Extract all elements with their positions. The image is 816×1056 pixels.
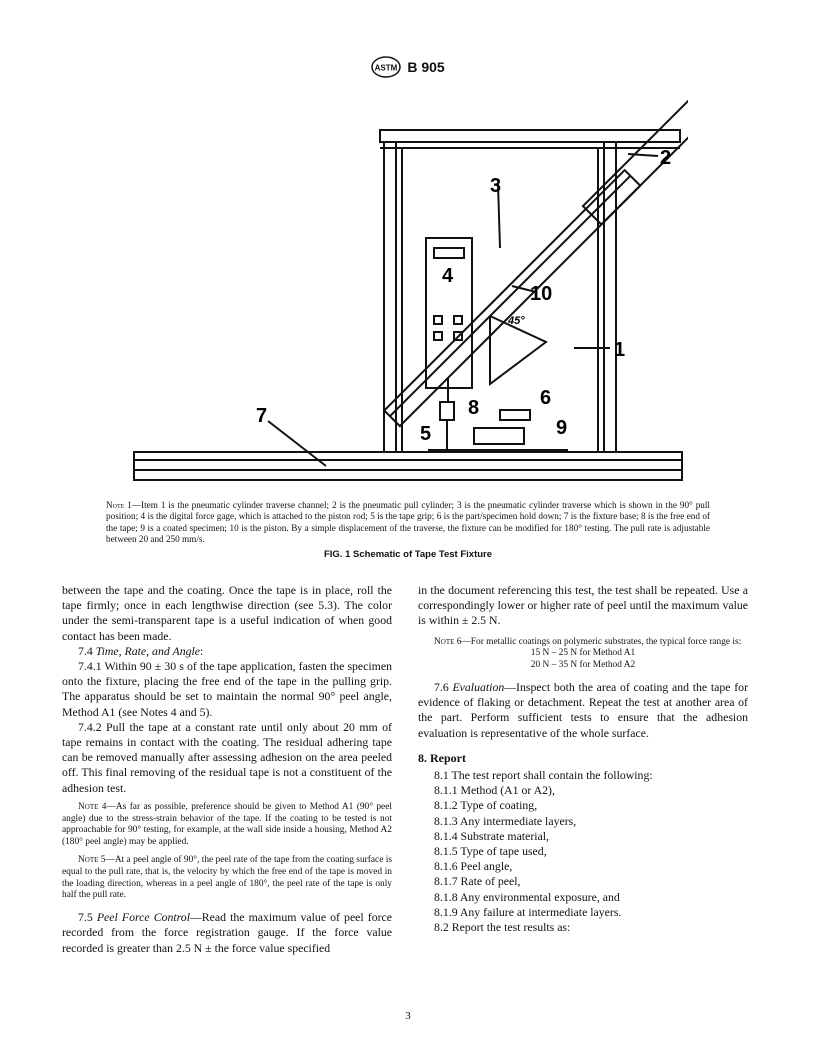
range-method-a2: 20 N – 35 N for Method A2 bbox=[530, 660, 636, 671]
svg-text:ASTM: ASTM bbox=[374, 63, 398, 73]
figure-note bbox=[106, 500, 710, 546]
list-item: 8.1.8 Any environmental exposure, and bbox=[434, 889, 620, 904]
tape-test-fixture-figure bbox=[128, 88, 688, 493]
figure-label-3: 3 bbox=[490, 175, 502, 197]
list-item: 8.1.6 Peel angle, bbox=[434, 859, 513, 874]
fixture-schematic bbox=[128, 88, 688, 493]
figure-note-text: —Item 1 is the pneumatic cylinder traverse channel; 2 is the pneumatic pull cylinder; 3 is the pneumatic cylinder traverse which is shown in the 90° pull position; 4 is the digital force gage, which is attached to the piston rod; 5 is the tape grip; 6 is the part/specimen hold down; 7 is the fixture base; 8 is the free end of the tape; 9 is a coated specimen; 10 is the piston. By a simple displacement of the traverse, the fixture can be modified for 180° testing. The pull rate is adjustable between 20 and 250 mm/s. bbox=[106, 500, 710, 545]
paragraph-continued-right: in the document referencing this test, the test shall be repeated. Use a correspondingly lower or higher rate of peel until the maximum value is within ± 2.5 N. bbox=[418, 583, 748, 628]
figure-caption: FIG. 1 Schematic of Tape Test Fixture bbox=[323, 549, 493, 560]
paragraph-continued: between the tape and the coating. Once the tape is in place, roll the tape firmly; once in each lengthwise direction (see 5.3). The color under the semi-transparent tape is a useful indication of when good contact has been made. bbox=[62, 583, 392, 643]
list-item: 8.1.1 Method (A1 or A2), bbox=[434, 783, 555, 798]
left-column bbox=[62, 583, 392, 956]
figure-label-6: 6 bbox=[540, 387, 552, 409]
figure-label-2: 2 bbox=[660, 147, 672, 169]
section-8-1: 8.1 The test report shall contain the following: bbox=[434, 768, 653, 783]
list-item: 8.1.7 Rate of peel, bbox=[434, 874, 521, 889]
list-item: 8.1.2 Type of coating, bbox=[434, 798, 538, 813]
standard-number: B 905 bbox=[407, 59, 445, 75]
note-5: Note 5—At a peel angle of 90°, the peel rate of the tape from the coating surface is equal to the pull rate, that is, the velocity by which the free end of the tape is moved in the loading direction, whereas in a peel angle of 180°, the peel rate of the tape is only half the pull rate. bbox=[62, 855, 392, 901]
section-7-4: 7.4 Time, Rate, and Angle: bbox=[78, 643, 204, 658]
list-item: 8.1.5 Type of tape used, bbox=[434, 844, 547, 859]
section-8-title: 8. Report bbox=[418, 750, 466, 765]
range-method-a1: 15 N – 25 N for Method A1 bbox=[530, 648, 636, 659]
section-7-4-1: 7.4.1 Within 90 ± 30 s of the tape application, fasten the specimen onto the fixture, placing the free end of the tape in the pulling grip. The apparatus should be set to maintain the normal 90° peel angle, Method A1 (see Notes 4 and 5). bbox=[62, 659, 392, 719]
figure-label-8: 8 bbox=[468, 397, 480, 419]
list-item: 8.1.4 Substrate material, bbox=[434, 828, 549, 843]
list-item: 8.1.9 Any failure at intermediate layers. bbox=[434, 904, 622, 919]
figure-label-5: 5 bbox=[420, 423, 432, 445]
figure-label-7: 7 bbox=[256, 405, 268, 427]
section-8-2: 8.2 Report the test results as: bbox=[434, 920, 571, 935]
page-header bbox=[0, 56, 816, 83]
angle-mark: 45° bbox=[508, 315, 525, 327]
figure-label-9: 9 bbox=[556, 417, 568, 439]
note-4: Note 4—As far as possible, preference should be given to Method A1 (90° peel angle) due to the stress-strain behavior of the tape. If the coating to be tested is not approachable for 90° testing, for example, at the wall side inside a housing, Method A2 (180° peel angle) may be applied. bbox=[62, 801, 392, 848]
right-column bbox=[418, 583, 748, 935]
figure-label-10: 10 bbox=[530, 283, 553, 305]
note-6: Note 6—For metallic coatings on polymeric substrates, the typical force range is: bbox=[434, 636, 742, 647]
list-item: 8.1.3 Any intermediate layers, bbox=[434, 813, 577, 828]
figure-note-label: Note 1 bbox=[106, 500, 132, 510]
page-number: 3 bbox=[405, 1010, 411, 1022]
section-7-5: 7.5 Peel Force Control—Read the maximum value of peel force recorded from the force registration gauge. If the force value recorded is greater than 2.5 N ± the force value specified bbox=[62, 910, 393, 955]
figure-label-1: 1 bbox=[614, 339, 626, 361]
astm-logo-icon bbox=[371, 56, 401, 78]
figure-label-4: 4 bbox=[442, 265, 454, 287]
section-7-6: 7.6 Evaluation—Inspect both the area of coating and the tape for evidence of flaking or detachment. Repeat the test at another area of the part. Perform sufficient tests to ensure that the adhesion evaluation is representative of the whole surface. bbox=[418, 680, 748, 740]
section-7-4-2: 7.4.2 Pull the tape at a constant rate until only about 20 mm of tape remains in contact with the coating. The residual adhering tape can be removed manually after assessing adhesion on the area peeled off. This final removing of the residual tape is not a constituent of the adhesion test. bbox=[62, 719, 392, 795]
